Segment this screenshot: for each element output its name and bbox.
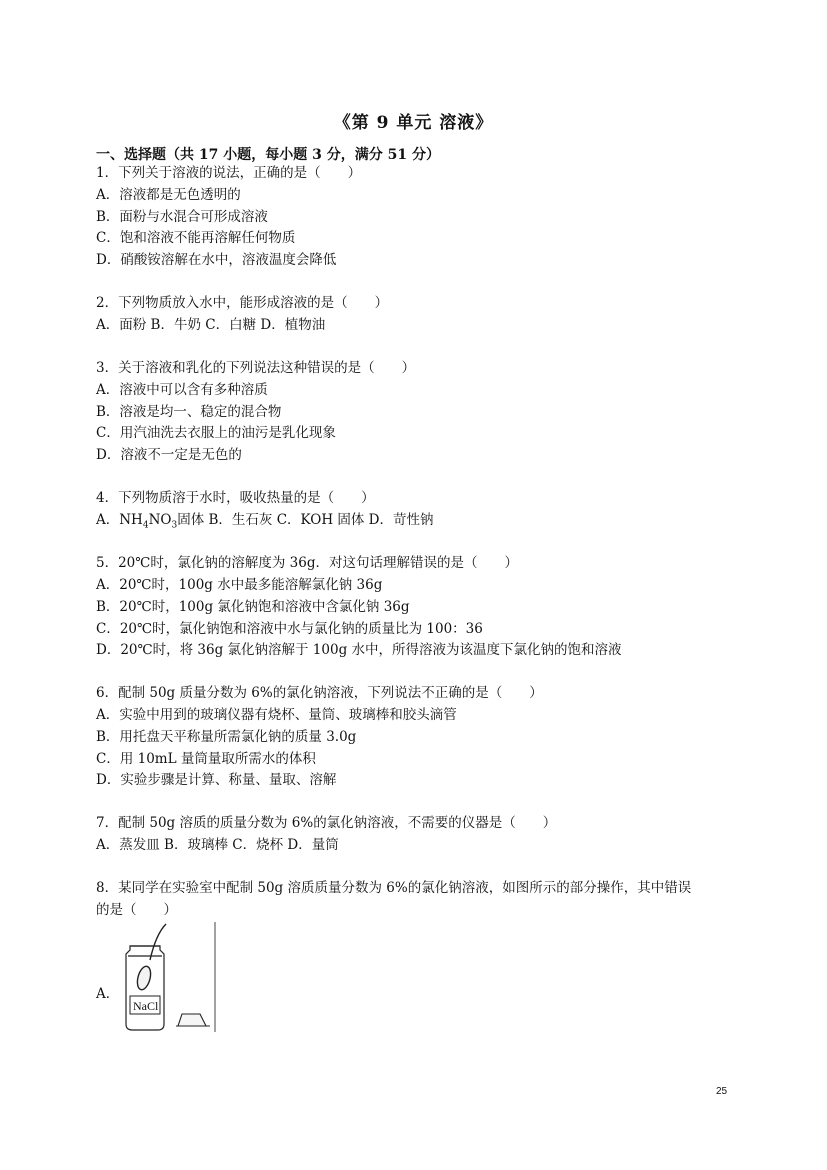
nh4no3-subscript-3: 3 bbox=[171, 520, 178, 531]
balance-pan-icon bbox=[176, 1014, 210, 1026]
bottle-label-text: NaCl bbox=[133, 999, 159, 1013]
question-4-options bbox=[96, 511, 434, 535]
question-8-stem-line-1: 8．某同学在实验室中配制 50g 溶质质量分数为 6%的氯化钠溶液，如图所示的部分操作，其中错误 bbox=[96, 880, 692, 896]
question-8-stem-line-2: 的是（ ） bbox=[96, 902, 177, 918]
question-5-stem: 5．20℃时，氯化钠的溶解度为 36g．对这句话理解错误的是（ ） bbox=[96, 555, 518, 571]
nh4no3-mid: NO bbox=[148, 512, 172, 528]
question-7-options: A．蒸发皿 B．玻璃棒 C．烧杯 D．量筒 bbox=[96, 837, 339, 853]
question-6-stem: 6．配制 50g 质量分数为 6%的氯化钠溶液，下列说法不正确的是（ ） bbox=[96, 685, 543, 701]
question-3-option-c: C．用汽油洗去衣服上的油污是乳化现象 bbox=[96, 425, 336, 441]
section-heading: 一、选择题（共 17 小题，每小题 3 分，满分 51 分） bbox=[96, 147, 440, 163]
question-3-option-d: D．溶液不一定是无色的 bbox=[96, 447, 242, 463]
question-6-option-c: C．用 10mL 量筒量取所需水的体积 bbox=[96, 751, 316, 767]
question-2-options: A．面粉 B．牛奶 C．白糖 D．植物油 bbox=[96, 317, 326, 333]
page-title: 《第 9 单元 溶液》 bbox=[333, 113, 494, 133]
question-1-option-a: A．溶液都是无色透明的 bbox=[96, 187, 241, 203]
medicine-spoon-icon bbox=[135, 924, 166, 991]
question-2-stem: 2．下列物质放入水中，能形成溶液的是（ ） bbox=[96, 295, 389, 311]
figure-a-label: A． bbox=[96, 986, 120, 1002]
question-3-option-b: B．溶液是均一、稳定的混合物 bbox=[96, 404, 282, 420]
question-5-option-c: C．20℃时，氯化钠饱和溶液中水与氯化钠的质量比为 100：36 bbox=[96, 621, 483, 637]
question-4-stem: 4．下列物质溶于水时，吸收热量的是（ ） bbox=[96, 490, 375, 506]
question-3-stem: 3．关于溶液和乳化的下列说法这种错误的是（ ） bbox=[96, 360, 416, 376]
question-8-figure-a bbox=[96, 920, 236, 1035]
question-5-option-d: D．20℃时，将 36g 氯化钠溶解于 100g 水中，所得溶液为该温度下氯化钠的饱和溶液 bbox=[96, 642, 622, 658]
question-1-option-d: D．硝酸铵溶解在水中，溶液温度会降低 bbox=[96, 252, 337, 268]
page-number: 25 bbox=[716, 1086, 728, 1097]
question-4-options-rest: 固体 B．生石灰 C．KOH 固体 D．苛性钠 bbox=[177, 512, 434, 528]
nh4no3-subscript-4: 4 bbox=[142, 520, 149, 531]
question-6-option-d: D．实验步骤是计算、称量、量取、溶解 bbox=[96, 772, 337, 788]
question-6-option-b: B．用托盘天平称量所需氯化钠的质量 3.0g bbox=[96, 729, 357, 745]
nh4no3-prefix: A．NH bbox=[96, 512, 143, 528]
question-7-stem: 7．配制 50g 溶质的质量分数为 6%的氯化钠溶液，不需要的仪器是（ ） bbox=[96, 815, 557, 831]
question-1-option-c: C．饱和溶液不能再溶解任何物质 bbox=[96, 230, 296, 246]
question-5-option-b: B．20℃时，100g 氯化钠饱和溶液中含氯化钠 36g bbox=[96, 599, 410, 615]
question-1-option-b: B．面粉与水混合可形成溶液 bbox=[96, 209, 268, 225]
question-5-option-a: A．20℃时，100g 水中最多能溶解氯化钠 36g bbox=[96, 577, 383, 593]
question-1-stem: 1．下列关于溶液的说法，正确的是（ ） bbox=[96, 165, 362, 181]
nacl-reagent-bottle-and-balance-illustration bbox=[96, 920, 236, 1035]
question-6-option-a: A．实验中用到的玻璃仪器有烧杯、量筒、玻璃棒和胶头滴管 bbox=[96, 707, 457, 723]
question-3-option-a: A．溶液中可以含有多种溶质 bbox=[96, 382, 268, 398]
